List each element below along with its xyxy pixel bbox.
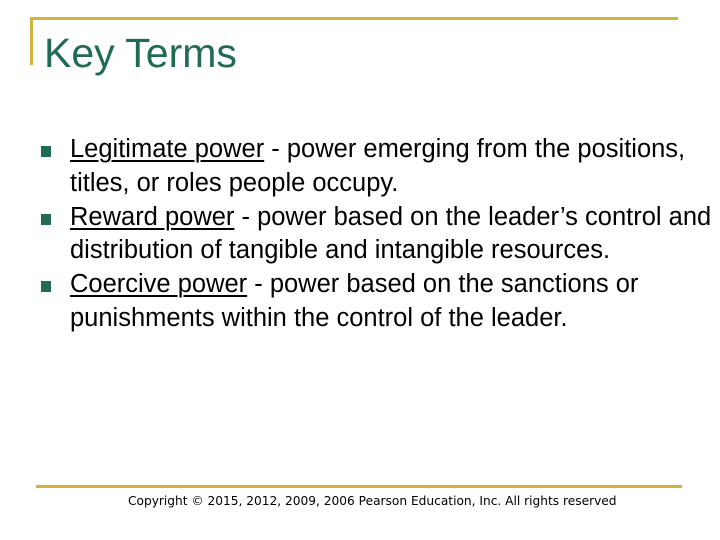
title-frame-top-rule	[30, 17, 678, 20]
bullet-item-legitimate-power	[40, 133, 720, 201]
bullet-definition: - power based on the sanctions or punishments within the control of the leader.	[70, 270, 639, 332]
bullet-definition: - power based on the leader’s control and distribution of tangible and intangible resources.	[70, 202, 712, 265]
square-bullet-icon	[41, 214, 51, 225]
bullet-item-reward-power	[40, 201, 720, 269]
bullet-term: Reward power	[70, 202, 235, 231]
bullet-item-coercive-power	[40, 268, 720, 336]
square-bullet-icon	[41, 146, 51, 157]
bullet-term: Coercive power	[70, 270, 248, 299]
bullet-definition: - power emerging from the positions, titles, or roles people occupy.	[70, 135, 686, 197]
bullet-term: Legitimate power	[70, 135, 265, 163]
bullet-list	[40, 133, 720, 336]
square-bullet-icon	[41, 281, 51, 292]
slide-title: Key Terms	[44, 30, 237, 76]
copyright-notice: Copyright © 2015, 2012, 2009, 2006 Pearson Education, Inc. All rights reserved	[128, 494, 617, 508]
title-frame-left-rule	[30, 17, 33, 65]
footer-rule	[36, 485, 682, 488]
